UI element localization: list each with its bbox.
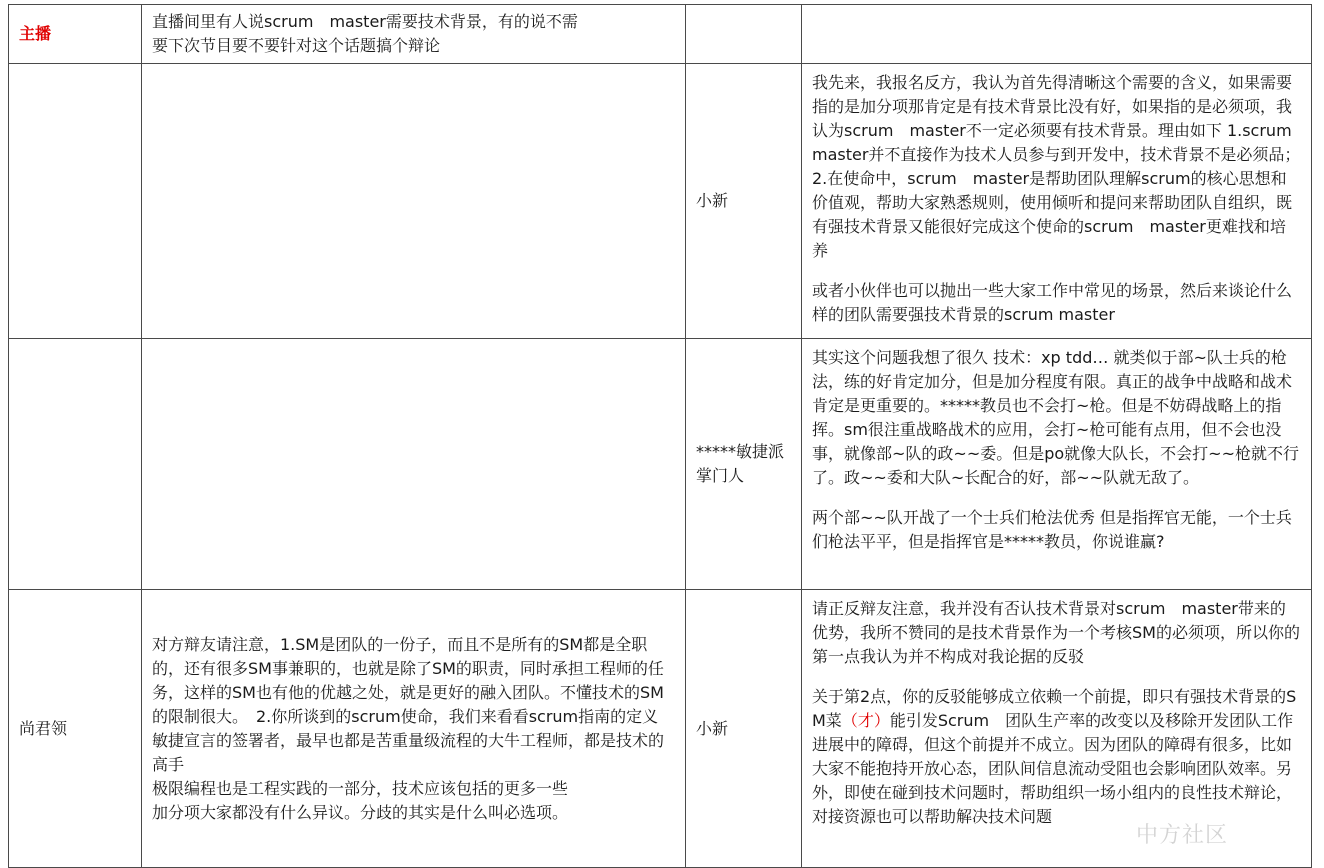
speaker-cell <box>9 339 142 590</box>
speaker-cell <box>9 64 142 339</box>
message-line: 加分项大家都没有什么异议。分歧的其实是什么叫必选项。 <box>152 802 569 822</box>
responder-cell <box>686 590 802 868</box>
response-cell <box>802 339 1312 590</box>
responder-cell <box>686 339 802 590</box>
speaker-name: 尚君领 <box>19 718 68 738</box>
speaker-cell <box>9 590 142 868</box>
message-cell <box>142 64 686 339</box>
message-cell <box>142 5 686 64</box>
response-paragraph: 或者小伙伴也可以抛出一些大家工作中常见的场景，然后来谈论什么样的团队需要强技术背景的scrum master <box>812 281 1293 324</box>
message-line: 敏捷宣言的签署者，最早也都是苦重量级流程的大牛工程师，都是技术的高手 <box>152 730 665 774</box>
message-line: 极限编程也是工程实践的一部分，技术应该包括的更多一些 <box>152 778 569 798</box>
response-text: 能引发Scrum 团队生产率的改变以及移除开发团队工作进展中的障碍，但这个前提并不成立。因为团队的障碍有很多，比如大家不能抱持开放心态，团队间信息流动受阻也会影响团队效率。另外，即使在碰到技术问题时，帮助组织一场小组内的良性技术辩论，对接资源也可以帮助解决技术问题 <box>812 711 1294 826</box>
response-cell <box>802 64 1312 339</box>
table-row <box>9 590 1312 868</box>
response-paragraph <box>812 685 1301 829</box>
responder-name: *****敏捷派掌门人 <box>696 442 785 485</box>
responder-name: 小新 <box>696 191 729 210</box>
message-cell <box>142 590 686 868</box>
speaker-name: 主播 <box>19 24 52 43</box>
responder-cell <box>686 5 802 64</box>
response-paragraph: 请正反辩友注意，我并没有否认技术背景对scrum master带来的优势，我所不赞同的是技术背景作为一个考核SM的必须项，所以你的第一点我认为并不构成对我论据的反驳 <box>812 599 1300 666</box>
speaker-cell <box>9 5 142 64</box>
table-row <box>9 64 1312 339</box>
response-paragraph: 其实这个问题我想了很久 技术：xp tdd… 就类似于部~队士兵的枪法，练的好肯定加分，但是加分程度有限。真正的战争中战略和战术肯定是更重要的。*****教员也不会打~枪。但是不妨碍战略上的指挥。sm很注重战略战术的应用，会打~枪可能有点用，但不会也没事，就像部~队的政~~委。但是po就像大队长，不会打~~枪就不行了。政~~委和大队~长配合的好，部~~队就无敌了。 <box>812 348 1299 487</box>
message-line: 直播间里有人说scrum master需要技术背景，有的说不需 <box>152 12 578 31</box>
debate-table <box>8 4 1312 868</box>
response-paragraph: 我先来，我报名反方，我认为首先得清晰这个需要的含义，如果需要指的是加分项那肯定是有技术背景比没有好，如果指的是必须项，我认为scrum master不一定必须要有技术背景。理由如下 1.scrum master并不直接作为技术人员参与到开发中，技术背景不是必须品；2.在使命中，scrum master是帮助团队理解scrum的核心思想和价值观，帮助大家熟悉规则，使用倾听和提问来帮助团队自组织，既有强技术背景又能很好完成这个使命的scrum master更难找和培养 <box>812 73 1301 260</box>
responder-cell <box>686 64 802 339</box>
message-line: 对方辩友请注意，1.SM是团队的一份子，而且不是所有的SM都是全职的，还有很多SM事兼职的，也就是除了SM的职责，同时承担工程师的任务，这样的SM也有他的优越之处，就是更好的融入团队。不懂技术的SM的限制很大。 2.你所谈到的scrum使命，我们来看看scrum指南的定义 <box>152 634 664 726</box>
response-text: 关于第2点，你的反驳能够成立依赖一个前提，即只有强技术背景的SM菜 <box>812 687 1297 730</box>
responder-name: 小新 <box>696 718 729 738</box>
table-row <box>9 339 1312 590</box>
correction-text: （才） <box>841 711 890 730</box>
message-cell <box>142 339 686 590</box>
response-paragraph: 两个部~~队开战了一个士兵们枪法优秀 但是指挥官无能，一个士兵们枪法平平，但是指挥官是*****教员，你说谁赢? <box>812 508 1292 551</box>
response-cell <box>802 5 1312 64</box>
response-cell <box>802 590 1312 868</box>
message-line: 要下次节目要不要针对这个话题搞个辩论 <box>152 36 441 55</box>
watermark-text: 中方社区 <box>1136 823 1229 848</box>
table-row <box>9 5 1312 64</box>
